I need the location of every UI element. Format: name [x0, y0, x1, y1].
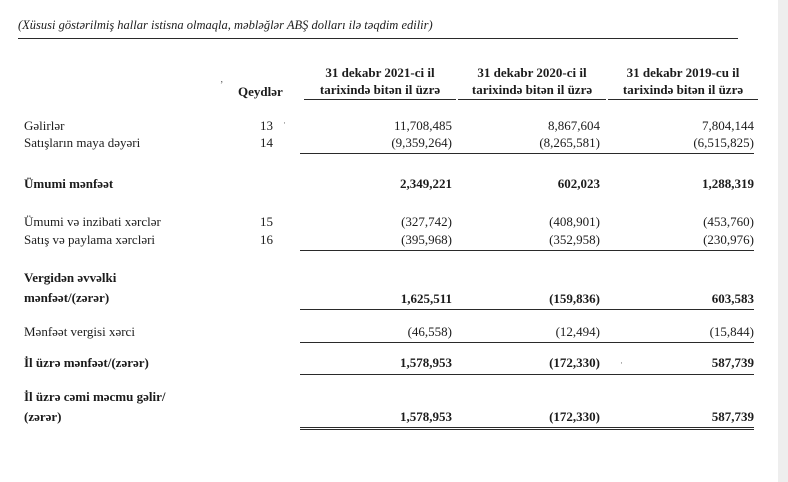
subtotal-rule — [300, 153, 754, 154]
row-label-cost-of-sales: Satışların maya dəyəri — [24, 135, 141, 150]
row-label-admin-expenses: Ümumi və inzibati xərclər — [24, 214, 161, 229]
subtotal-rule — [300, 309, 754, 310]
column-header-2019-line2: tarixində bitən il üzrə — [608, 81, 758, 100]
row-value-2021: 1,578,953 — [400, 409, 452, 424]
row-label-profit-before-tax-line2: mənfəət/(zərər) — [24, 290, 110, 305]
column-header-2019-line1: 31 dekabr 2019-cu il — [626, 65, 740, 80]
row-value-2019: 587,739 — [711, 355, 754, 370]
row-label-total-comprehensive-income-line1: İl üzrə cəmi məcmu gəlir/ — [24, 389, 166, 404]
notes-header: Qeydlər — [238, 84, 283, 99]
column-header-2019 — [608, 64, 758, 100]
row-label-revenue: Gəlirlər — [24, 118, 65, 133]
row-value-2020: (159,836) — [549, 291, 600, 306]
row-value-2019: 7,804,144 — [702, 118, 754, 133]
row-label-total-comprehensive-income-line2: (zərər) — [24, 409, 62, 424]
scan-mark: ’ — [220, 80, 224, 91]
row-value-2019: 587,739 — [711, 409, 754, 424]
row-value-2021: 11,708,485 — [393, 118, 452, 133]
row-label-net-profit: İl üzrə mənfəət/(zərər) — [24, 355, 149, 370]
row-value-2019: (453,760) — [703, 214, 754, 229]
row-value-2019: 603,583 — [711, 291, 754, 306]
column-header-2021-line1: 31 dekabr 2021-ci il — [325, 65, 435, 80]
row-value-2021: 1,578,953 — [400, 355, 452, 370]
row-label-selling-expenses: Satış və paylama xərcləri — [24, 232, 156, 247]
row-value-2020: 602,023 — [557, 176, 600, 191]
column-header-2021-line2: tarixində bitən il üzrə — [304, 81, 456, 100]
row-value-2020: (352,958) — [549, 232, 600, 247]
row-value-2020: (172,330) — [549, 355, 600, 370]
row-value-2021: (46,558) — [407, 324, 452, 339]
row-value-2019: (230,976) — [703, 232, 754, 247]
caption-underline — [18, 38, 738, 39]
row-value-2020: (172,330) — [549, 409, 600, 424]
row-note-cost-of-sales: 14 — [260, 135, 273, 150]
row-label-income-tax: Mənfəət vergisi xərci — [24, 324, 135, 339]
scan-mark: · — [283, 118, 286, 128]
row-note-admin-expenses: 15 — [260, 214, 273, 229]
column-header-2021 — [304, 64, 456, 100]
row-value-2021: (395,968) — [401, 232, 452, 247]
column-header-2020-line1: 31 dekabr 2020-ci il — [477, 65, 587, 80]
row-value-2021: (327,742) — [401, 214, 452, 229]
row-value-2019: (6,515,825) — [693, 135, 754, 150]
row-label-profit-before-tax-line1: Vergidən əvvəlki — [24, 270, 117, 285]
page-edge — [778, 0, 788, 482]
row-value-2020: (12,494) — [555, 324, 600, 339]
row-value-2020: (408,901) — [549, 214, 600, 229]
subtotal-rule — [300, 250, 754, 251]
row-note-selling-expenses: 16 — [260, 232, 273, 247]
row-label-gross-profit: Ümumi mənfəət — [24, 176, 114, 191]
row-value-2021: (9,359,264) — [391, 135, 452, 150]
caption: (Xüsusi göstərilmiş hallar istisna olmaqla, məbləğlər ABŞ dolları ilə təqdim edilir) — [18, 18, 433, 32]
row-value-2021: 1,625,511 — [400, 291, 452, 306]
scan-mark: · — [620, 358, 623, 368]
row-note-revenue: 13 — [260, 118, 273, 133]
subtotal-rule — [300, 342, 754, 343]
row-value-2019: 1,288,319 — [702, 176, 754, 191]
row-value-2021: 2,349,221 — [400, 176, 452, 191]
subtotal-rule — [300, 374, 754, 375]
row-value-2020: 8,867,604 — [548, 118, 600, 133]
column-header-2020-line2: tarixində bitən il üzrə — [458, 81, 606, 100]
column-header-2020 — [458, 64, 606, 100]
row-value-2019: (15,844) — [709, 324, 754, 339]
total-double-rule — [300, 427, 754, 430]
row-value-2020: (8,265,581) — [539, 135, 600, 150]
